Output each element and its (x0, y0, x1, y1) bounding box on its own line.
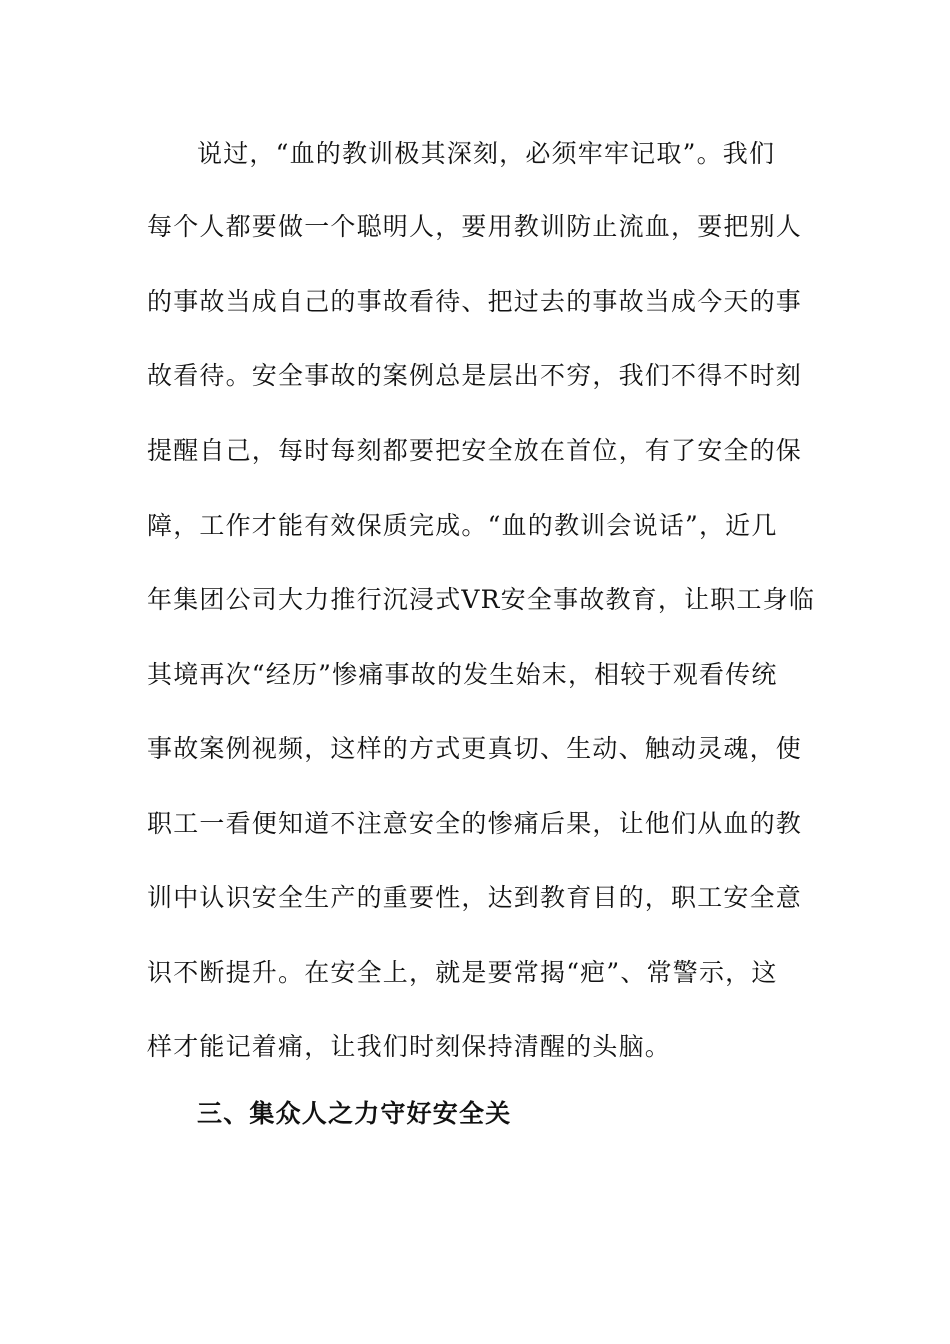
section-heading: 三、集众人之力守好安全关 (197, 1099, 512, 1128)
paragraph-line-4: 故看待。安全事故的案例总是层出不穷，我们不得不时刻 (147, 361, 803, 390)
paragraph-line-11: 训中认识安全生产的重要性，达到教育目的，职工安全意 (147, 883, 803, 912)
paragraph-line-5: 提醒自己，每时每刻都要把安全放在首位，有了安全的保 (147, 436, 803, 465)
paragraph-line-7: 年集团公司大力推行沉浸式VR安全事故教育，让职工身临 (147, 585, 816, 614)
paragraph-line-1: 说过，“血的教训极其深刻，必须牢牢记取”。我们 (197, 139, 776, 168)
paragraph-line-9: 事故案例视频，这样的方式更真切、生动、触动灵魂，使 (147, 734, 803, 763)
paragraph-line-8: 其境再次“经历”惨痛事故的发生始末，相较于观看传统 (147, 660, 778, 689)
paragraph-line-12: 识不断提升。在安全上，就是要常揭“疤”、常警示，这 (147, 958, 778, 987)
paragraph-line-10: 职工一看便知道不注意安全的惨痛后果，让他们从血的教 (147, 809, 803, 838)
paragraph-line-3: 的事故当成自己的事故看待、把过去的事故当成今天的事 (147, 287, 803, 316)
paragraph-line-2: 每个人都要做一个聪明人，要用教训防止流血，要把别人 (147, 212, 803, 241)
paragraph-line-13: 样才能记着痛，让我们时刻保持清醒的头脑。 (147, 1032, 672, 1061)
paragraph-line-6: 障，工作才能有效保质完成。“血的教训会说话”，近几 (147, 511, 778, 540)
